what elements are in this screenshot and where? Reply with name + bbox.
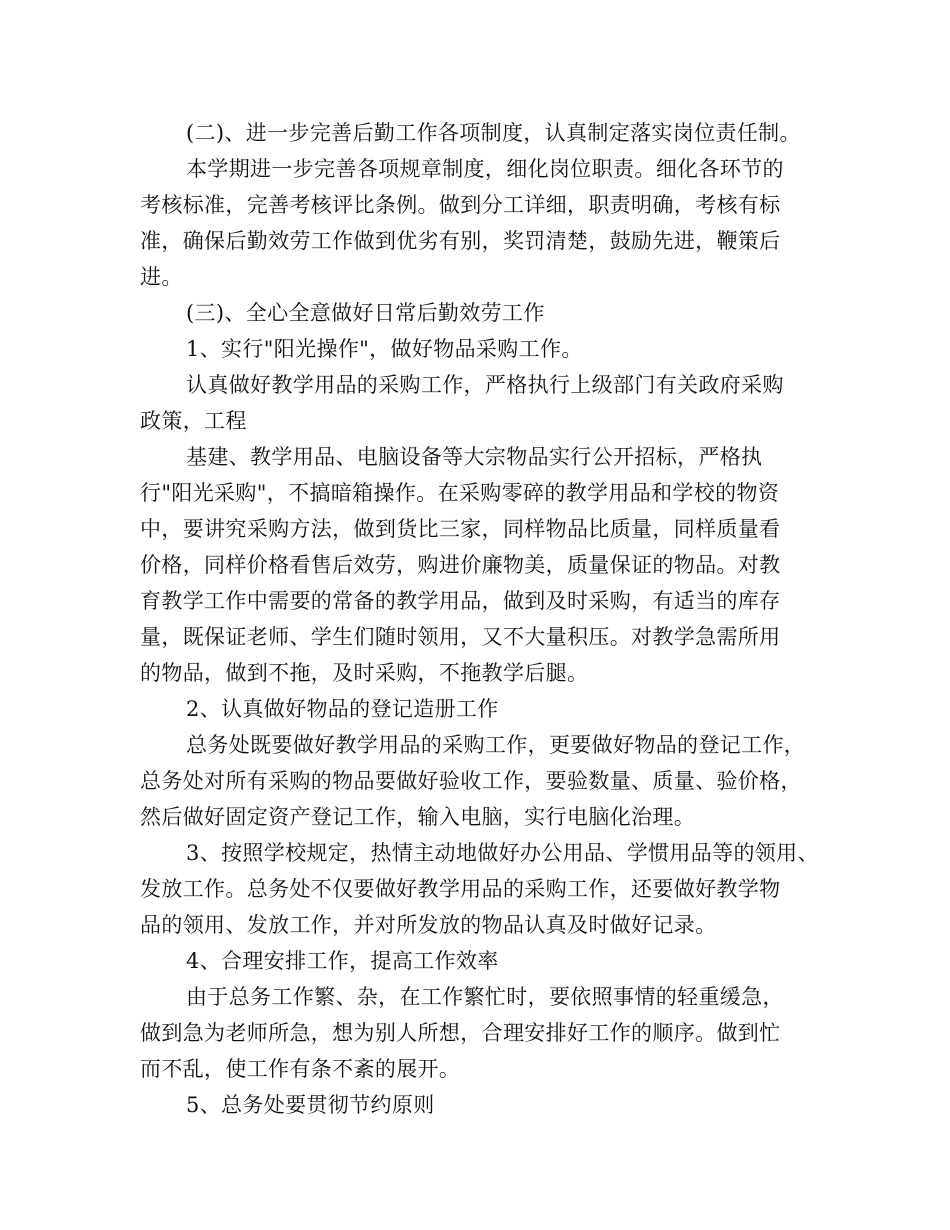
paragraph-line: 基建、教学用品、电脑设备等大宗物品实行公开招标，严格执 <box>186 445 763 469</box>
paragraph-line: 然后做好固定资产登记工作，输入电脑，实行电脑化治理。 <box>140 805 696 829</box>
paragraph-line: 行"阳光采购"，不搞暗箱操作。在采购零碎的教学用品和学校的物资 <box>140 481 780 505</box>
paragraph-line: 育教学工作中需要的常备的教学用品，做到及时采购，有适当的库存 <box>140 589 781 613</box>
paragraph-line: 政策，工程 <box>140 409 247 433</box>
paragraph-line: 价格，同样价格看售后效劳，购进价廉物美，质量保证的物品。对教 <box>140 553 781 577</box>
paragraph-line: 的物品，做到不拖，及时采购，不拖教学后腿。 <box>140 661 589 685</box>
paragraph-line: 量，既保证老师、学生们随时领用，又不大量积压。对教学急需所用 <box>140 625 781 649</box>
paragraph-line: 由于总务工作繁、杂，在工作繁忙时，要依照事情的轻重缓急， <box>186 985 784 1009</box>
paragraph-line: 本学期进一步完善各项规章制度，细化岗位职责。细化各环节的 <box>186 157 784 181</box>
subsection-heading: 4、合理安排工作，提高工作效率 <box>186 949 499 973</box>
paragraph-line: 品的领用、发放工作，并对所发放的物品认真及时做好记录。 <box>140 913 717 937</box>
paragraph-line: 发放工作。总务处不仅要做好教学用品的采购工作，还要做好教学物 <box>140 877 781 901</box>
subsection-heading: 1、实行"阳光操作"，做好物品采购工作。 <box>186 337 583 361</box>
section-heading: (二)、进一步完善后勤工作各项制度，认真制定落实岗位责任制。 <box>186 121 801 145</box>
section-heading: (三)、全心全意做好日常后勤效劳工作 <box>186 301 545 325</box>
paragraph-line: 考核标准，完善考核评比条例。做到分工详细，职责明确，考核有标 <box>140 193 781 217</box>
paragraph-line: 总务处对所有采购的物品要做好验收工作，要验数量、质量、验价格， <box>140 769 802 793</box>
subsection-heading: 3、按照学校规定，热情主动地做好办公用品、学惯用品等的领用、 <box>186 841 819 865</box>
paragraph-line: 认真做好教学用品的采购工作，严格执行上级部门有关政府采购 <box>186 373 784 397</box>
paragraph-line: 而不乱，使工作有条不紊的展开。 <box>140 1057 461 1081</box>
paragraph-line: 总务处既要做好教学用品的采购工作，更要做好物品的登记工作， <box>186 733 806 757</box>
subsection-heading: 2、认真做好物品的登记造册工作 <box>186 697 499 721</box>
subsection-heading: 5、总务处要贯彻节约原则 <box>186 1093 435 1117</box>
paragraph-line: 做到急为老师所急，想为别人所想，合理安排好工作的顺序。做到忙 <box>140 1021 781 1045</box>
paragraph-line: 进。 <box>140 265 183 289</box>
paragraph-line: 准，确保后勤效劳工作做到优劣有别，奖罚清楚，鼓励先进，鞭策后 <box>140 229 781 253</box>
paragraph-line: 中，要讲究采购方法，做到货比三家，同样物品比质量，同样质量看 <box>140 517 781 541</box>
